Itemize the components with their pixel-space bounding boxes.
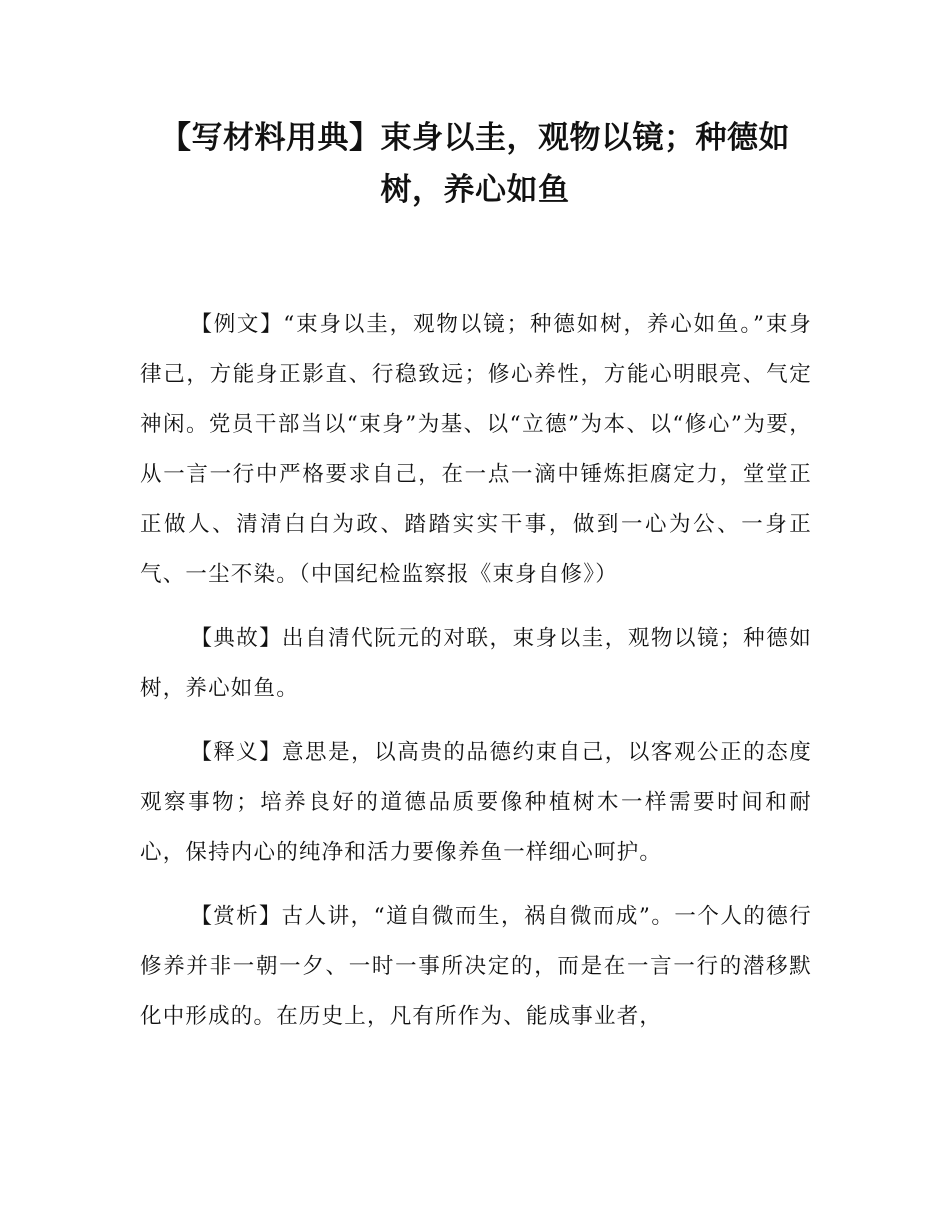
- paragraph-tag: 【例文】: [190, 312, 284, 337]
- paragraph-tag: 【典故】: [190, 626, 282, 651]
- paragraph-allusion: [140, 614, 812, 714]
- paragraph-text: 意思是，以高贵的品德约束自己，以客观公正的态度观察事物；培养良好的道德品质要像种植树木一样需要时间和耐心，保持内心的纯净和活力要像养鱼一样细心呵护。: [140, 740, 812, 865]
- document-body: [140, 300, 812, 1056]
- paragraph-text: “束身以圭，观物以镜；种德如树，养心如鱼。”束身律己，方能身正影直、行稳致远；修心养性，方能心明眼亮、气定神闲。党员干部当以“束身”为基、以“立德”为本、以“修心”为要，从一言一行中严格要求自己，在一点一滴中锤炼拒腐定力，堂堂正正做人、清清白白为政、踏踏实实干事，做到一心为公、一身正气、一尘不染。（中国纪检监察报《束身自修》）: [140, 312, 812, 587]
- paragraph-text: 出自清代阮元的对联，束身以圭，观物以镜；种德如树，养心如鱼。: [140, 626, 812, 701]
- paragraph-tag: 【释义】: [190, 740, 282, 765]
- paragraph-appreciation: [140, 892, 812, 1042]
- paragraph-tag: 【赏析】: [190, 904, 282, 929]
- paragraph-interpretation: [140, 728, 812, 878]
- document-title: 【写材料用典】束身以圭，观物以镜；种德如树，养心如鱼: [160, 120, 790, 208]
- paragraph-text: 古人讲，“道自微而生，祸自微而成”。一个人的德行修养并非一朝一夕、一时一事所决定的，而是在一言一行的潜移默化中形成的。在历史上，凡有所作为、能成事业者，: [140, 904, 812, 1029]
- paragraph-example: [140, 300, 812, 600]
